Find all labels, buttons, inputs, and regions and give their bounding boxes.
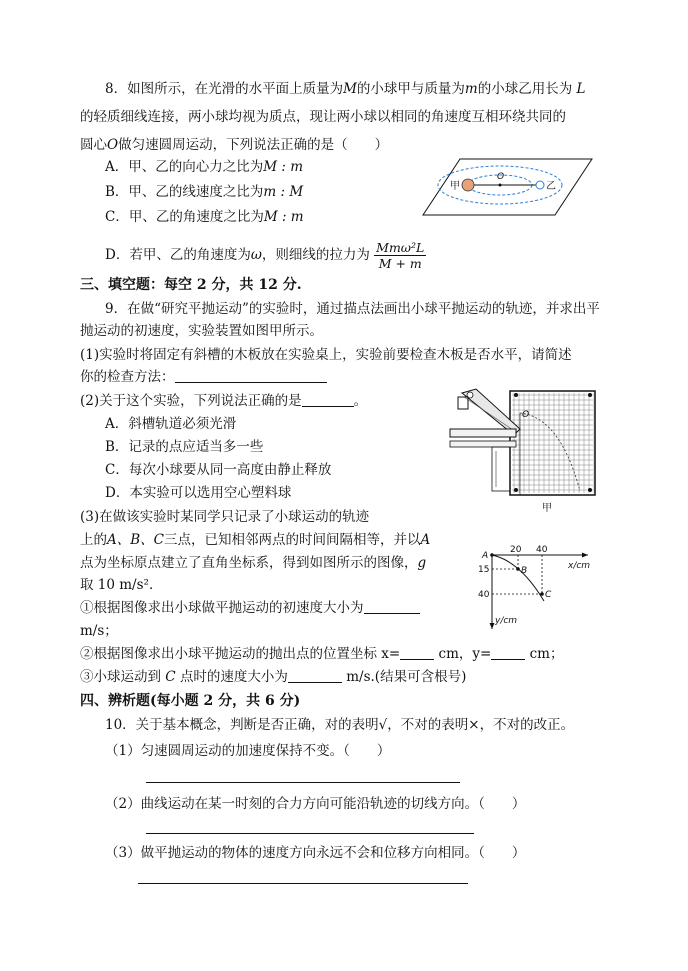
- label-origin-o: O: [522, 410, 530, 420]
- q10-intro: 10．关于基本概念，判断是否正确，对的表明√，不对的表明×，不对的改正。: [105, 717, 575, 733]
- q8-orbit-figure: [420, 155, 595, 220]
- ball-yi: [536, 181, 544, 189]
- q9-part3-line3: 点为坐标原点建立了直角坐标系，得到如图所示的图像，g: [80, 555, 427, 571]
- apparatus-figure-jia: [440, 383, 600, 518]
- q9-option-b: B．记录的点应适当多一些: [105, 439, 264, 455]
- q9-option-c: C．每次小球要从同一高度由静止释放: [105, 462, 332, 478]
- q10-item3: （3）做平抛运动的物体的速度方向永远不会和位移方向相同。（ ）: [105, 845, 526, 861]
- tick-x-20: 20: [510, 545, 522, 555]
- answer-line-1[interactable]: [146, 782, 460, 783]
- axis-label-y: y/cm: [495, 616, 518, 626]
- label-jia: 甲: [450, 181, 460, 192]
- answer-blank-speed-c[interactable]: [288, 668, 342, 683]
- section-4-title: 四、辨析题(每小题 2 分，共 6 分): [80, 693, 301, 709]
- wooden-board: [510, 391, 595, 495]
- tick-x-40: 40: [536, 545, 548, 555]
- label-point-b: B: [521, 566, 528, 576]
- q9-part3-line1: (3)在做该实验时某同学只记录了小球运动的轨迹: [80, 509, 370, 525]
- axis-label-x: x/cm: [568, 561, 591, 571]
- q9-sub1-line1: ①根据图像求出小球做平抛运动的初速度大小为: [80, 599, 420, 617]
- answer-line-3[interactable]: [138, 883, 468, 884]
- label-yi: 乙: [546, 181, 556, 192]
- q9-option-a: A．斜槽轨道必须光滑: [105, 416, 237, 432]
- label-point-c: C: [545, 590, 552, 600]
- lab-table: [450, 429, 516, 437]
- answer-blank-y[interactable]: [491, 645, 525, 660]
- section-3-title: 三、填空题：每空 2 分，共 12 分.: [80, 277, 302, 293]
- point-b: [516, 567, 520, 571]
- q9-part2: (2)关于这个实验，下列说法正确的是 。: [80, 393, 368, 409]
- answer-blank-initial-speed[interactable]: [364, 599, 420, 614]
- q8-option-a: A．甲、乙的向心力之比为M : m: [105, 159, 304, 175]
- label-jia-caption: 甲: [542, 503, 552, 514]
- q8-option-c: C．甲、乙的角速度之比为M : m: [105, 209, 304, 225]
- answer-blank-x[interactable]: [400, 645, 434, 660]
- q8-line1: 8．如图所示，在光滑的水平面上质量为M的小球甲与质量为m的小球乙用长为 L: [105, 81, 586, 97]
- q8-line2: 的轻质细线连接，两小球均视为质点，现让两小球以相同的角速度互相环绕共同的: [80, 109, 566, 125]
- point-c: [540, 592, 544, 596]
- q9-option-d: D．本实验可以选用空心塑料球: [105, 485, 292, 501]
- tick-y-40: 40: [478, 590, 490, 600]
- q10-item2: （2）曲线运动在某一时刻的合力方向可能沿轨迹的切线方向。（ ）: [105, 796, 526, 812]
- label-point-a: A: [482, 551, 489, 561]
- q9-part3-line4: 取 10 m/s²．: [80, 577, 163, 593]
- q9-sub3: ③小球运动到 C 点时的速度大小为 m/s.(结果可含根号): [80, 669, 467, 685]
- ball-jia: [462, 179, 474, 191]
- q8-option-b: B．甲、乙的线速度之比为m : M: [105, 184, 304, 200]
- trajectory-graph: [470, 543, 600, 633]
- q9-part1-line1: (1)实验时将固定有斜槽的木板放在实验桌上，实验前要检查木板是否水平，请简述: [80, 347, 572, 363]
- q9-part3-line2: 上的A、B、C三点，已知相邻两点的时间间隔相等，并以A: [80, 532, 431, 548]
- q9-sub2: ②根据图像求出小球平抛运动的抛出点的位置坐标 x= cm，y= cm；: [80, 646, 564, 662]
- q10-item1: （1）匀速圆周运动的加速度保持不变。（ ）: [105, 743, 391, 759]
- point-a: [490, 553, 494, 557]
- center-point: [499, 184, 502, 187]
- q9-part1-line2: 你的检查方法：: [80, 368, 327, 386]
- answer-line-2[interactable]: [146, 833, 474, 834]
- q9-line1: 9．在做“研究平抛运动”的实验时，通过描点法画出小球平抛运动的轨迹，并求出平: [105, 301, 600, 317]
- label-center-o: O: [497, 172, 505, 182]
- q9-line2: 抛运动的初速度，实验装置如图甲所示。: [80, 323, 323, 339]
- horizontal-plane: [423, 159, 592, 215]
- q8-line3: 圆心O做匀速圆周运动，下列说法正确的是（ ）: [80, 137, 389, 153]
- q9-sub1-line2: m/s；: [80, 623, 118, 639]
- answer-blank-method[interactable]: [175, 368, 327, 383]
- answer-blank-part2[interactable]: [302, 392, 354, 407]
- tick-y-15: 15: [478, 565, 490, 575]
- tension-fraction: $\frac{\text{Mmω²L}}{M + m}$: [376, 240, 425, 271]
- q8-option-d: D．若甲、乙的角速度为ω，则细线的拉力为 $\frac{\text{Mmω²L}}{M + m}$: [105, 240, 425, 271]
